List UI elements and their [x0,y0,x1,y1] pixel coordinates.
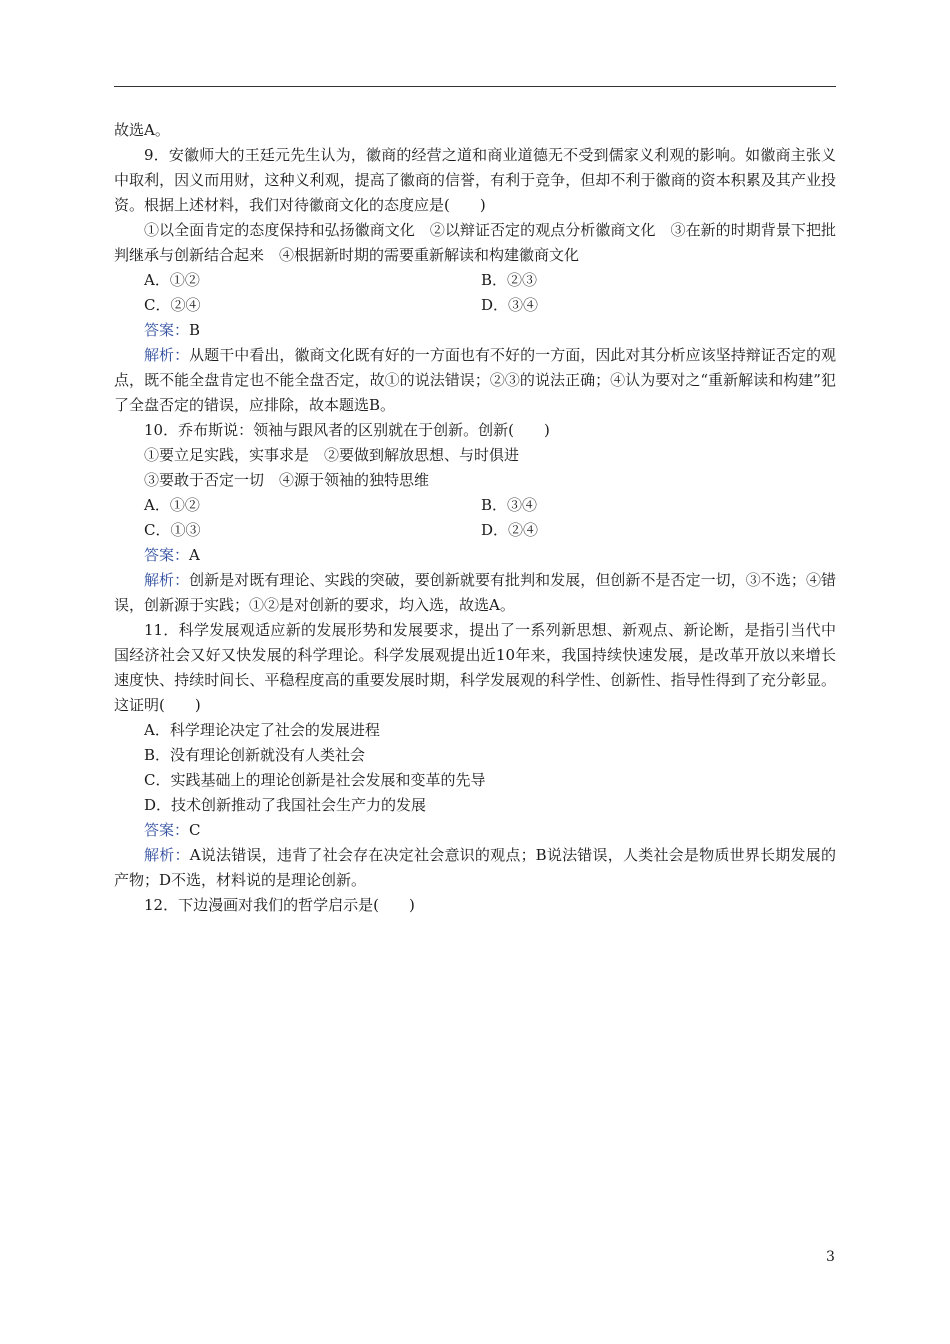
q11-answer [114,818,836,843]
q10-answer-value: A [189,546,200,564]
q11-option-d: D．技术创新推动了我国社会生产力的发展 [144,796,427,814]
q10-explanation-label: 解析： [144,571,190,589]
q11-option-a: A．科学理论决定了社会的发展进程 [144,721,380,739]
q11-option-b: B．没有理论创新就没有人类社会 [144,746,366,764]
q10-option-d: D．②④ [481,521,539,539]
q9-answer-value: B [189,321,201,339]
continuation-text: 故选A。 [114,121,170,139]
q9-answer [114,318,836,343]
page-number: 3 [826,1249,835,1265]
q11-answer-value: C [189,821,201,839]
q11-explanation-label: 解析： [144,846,190,864]
q9-explanation-text: 从题干中看出，徽商文化既有好的一方面也有不好的一方面，因此对其分析应该坚持辩证否定的观点，既不能全盘肯定也不能全盘否定，故①的说法错误；②③的说法正确；④认为要对之“重新解读和构建”犯了全盘否定的错误，应排除，故本题选B。 [114,346,836,414]
q11-answer-label: 答案： [144,821,190,839]
q11-explanation-text: A说法错误，违背了社会存在决定社会意识的观点；B说法错误，人类社会是物质世界长期发展的产物；D不选，材料说的是理论创新。 [114,846,836,889]
q10-explanation-text: 创新是对既有理论、实践的突破，要创新就要有批判和发展，但创新不是否定一切，③不选；④错误，创新源于实践；①②是对创新的要求，均入选，故选A。 [114,571,836,614]
q10-answer-label: 答案： [144,546,190,564]
q9-explanation-label: 解析： [144,346,190,364]
q9-option-c: C．②④ [144,296,201,314]
q12-stem: 12．下边漫画对我们的哲学启示是( ) [144,896,415,914]
q11-explanation [114,843,836,893]
q9-options-row-1 [114,268,836,293]
q10-option-b: B．③④ [481,496,538,514]
q9-choices: ①以全面肯定的态度保持和弘扬徽商文化 ②以辩证否定的观点分析徽商文化 ③在新的时期背景下把批判继承与创新结合起来 ④根据新时期的需要重新解读和构建徽商文化 [114,221,836,264]
q10-option-c: C．①③ [144,521,201,539]
q10-choices-line-1: ①要立足实践，实事求是 ②要做到解放思想、与时俱进 [144,446,520,464]
q11-stem: 11．科学发展观适应新的发展形势和发展要求，提出了一系列新思想、新观点、新论断，是指引当代中国经济社会又好又快发展的科学理论。科学发展观提出近10年来，我国持续快速发展，是改革开放以来增长速度快、持续时间长、平稳程度高的重要发展时期，科学发展观的科学性、创新性、指导性得到了充分彰显。这证明( ) [114,621,836,714]
q11-option-c: C．实践基础上的理论创新是社会发展和变革的先导 [144,771,486,789]
page-content [114,118,836,918]
q9-option-b: B．②③ [481,271,538,289]
q10-answer [114,543,836,568]
header-rule [114,86,836,87]
q9-option-a: A．①② [144,271,200,289]
q10-explanation [114,568,836,618]
q10-stem: 10．乔布斯说：领袖与跟风者的区别就在于创新。创新( ) [144,421,550,439]
q9-options-row-2 [114,293,836,318]
q9-stem: 9．安徽师大的王廷元先生认为，徽商的经营之道和商业道德无不受到儒家义利观的影响。如徽商主张义中取利，因义而用财，这种义利观，提高了徽商的信誉，有利于竞争，但却不利于徽商的资本积累及其产业投资。根据上述材料，我们对待徽商文化的态度应是( ) [114,146,836,214]
q10-options-row-2 [114,518,836,543]
q9-explanation [114,343,836,418]
q10-options-row-1 [114,493,836,518]
q10-option-a: A．①② [144,496,200,514]
q10-choices-line-2: ③要敢于否定一切 ④源于领袖的独特思维 [144,471,430,489]
q9-option-d: D．③④ [481,296,539,314]
q9-answer-label: 答案： [144,321,190,339]
